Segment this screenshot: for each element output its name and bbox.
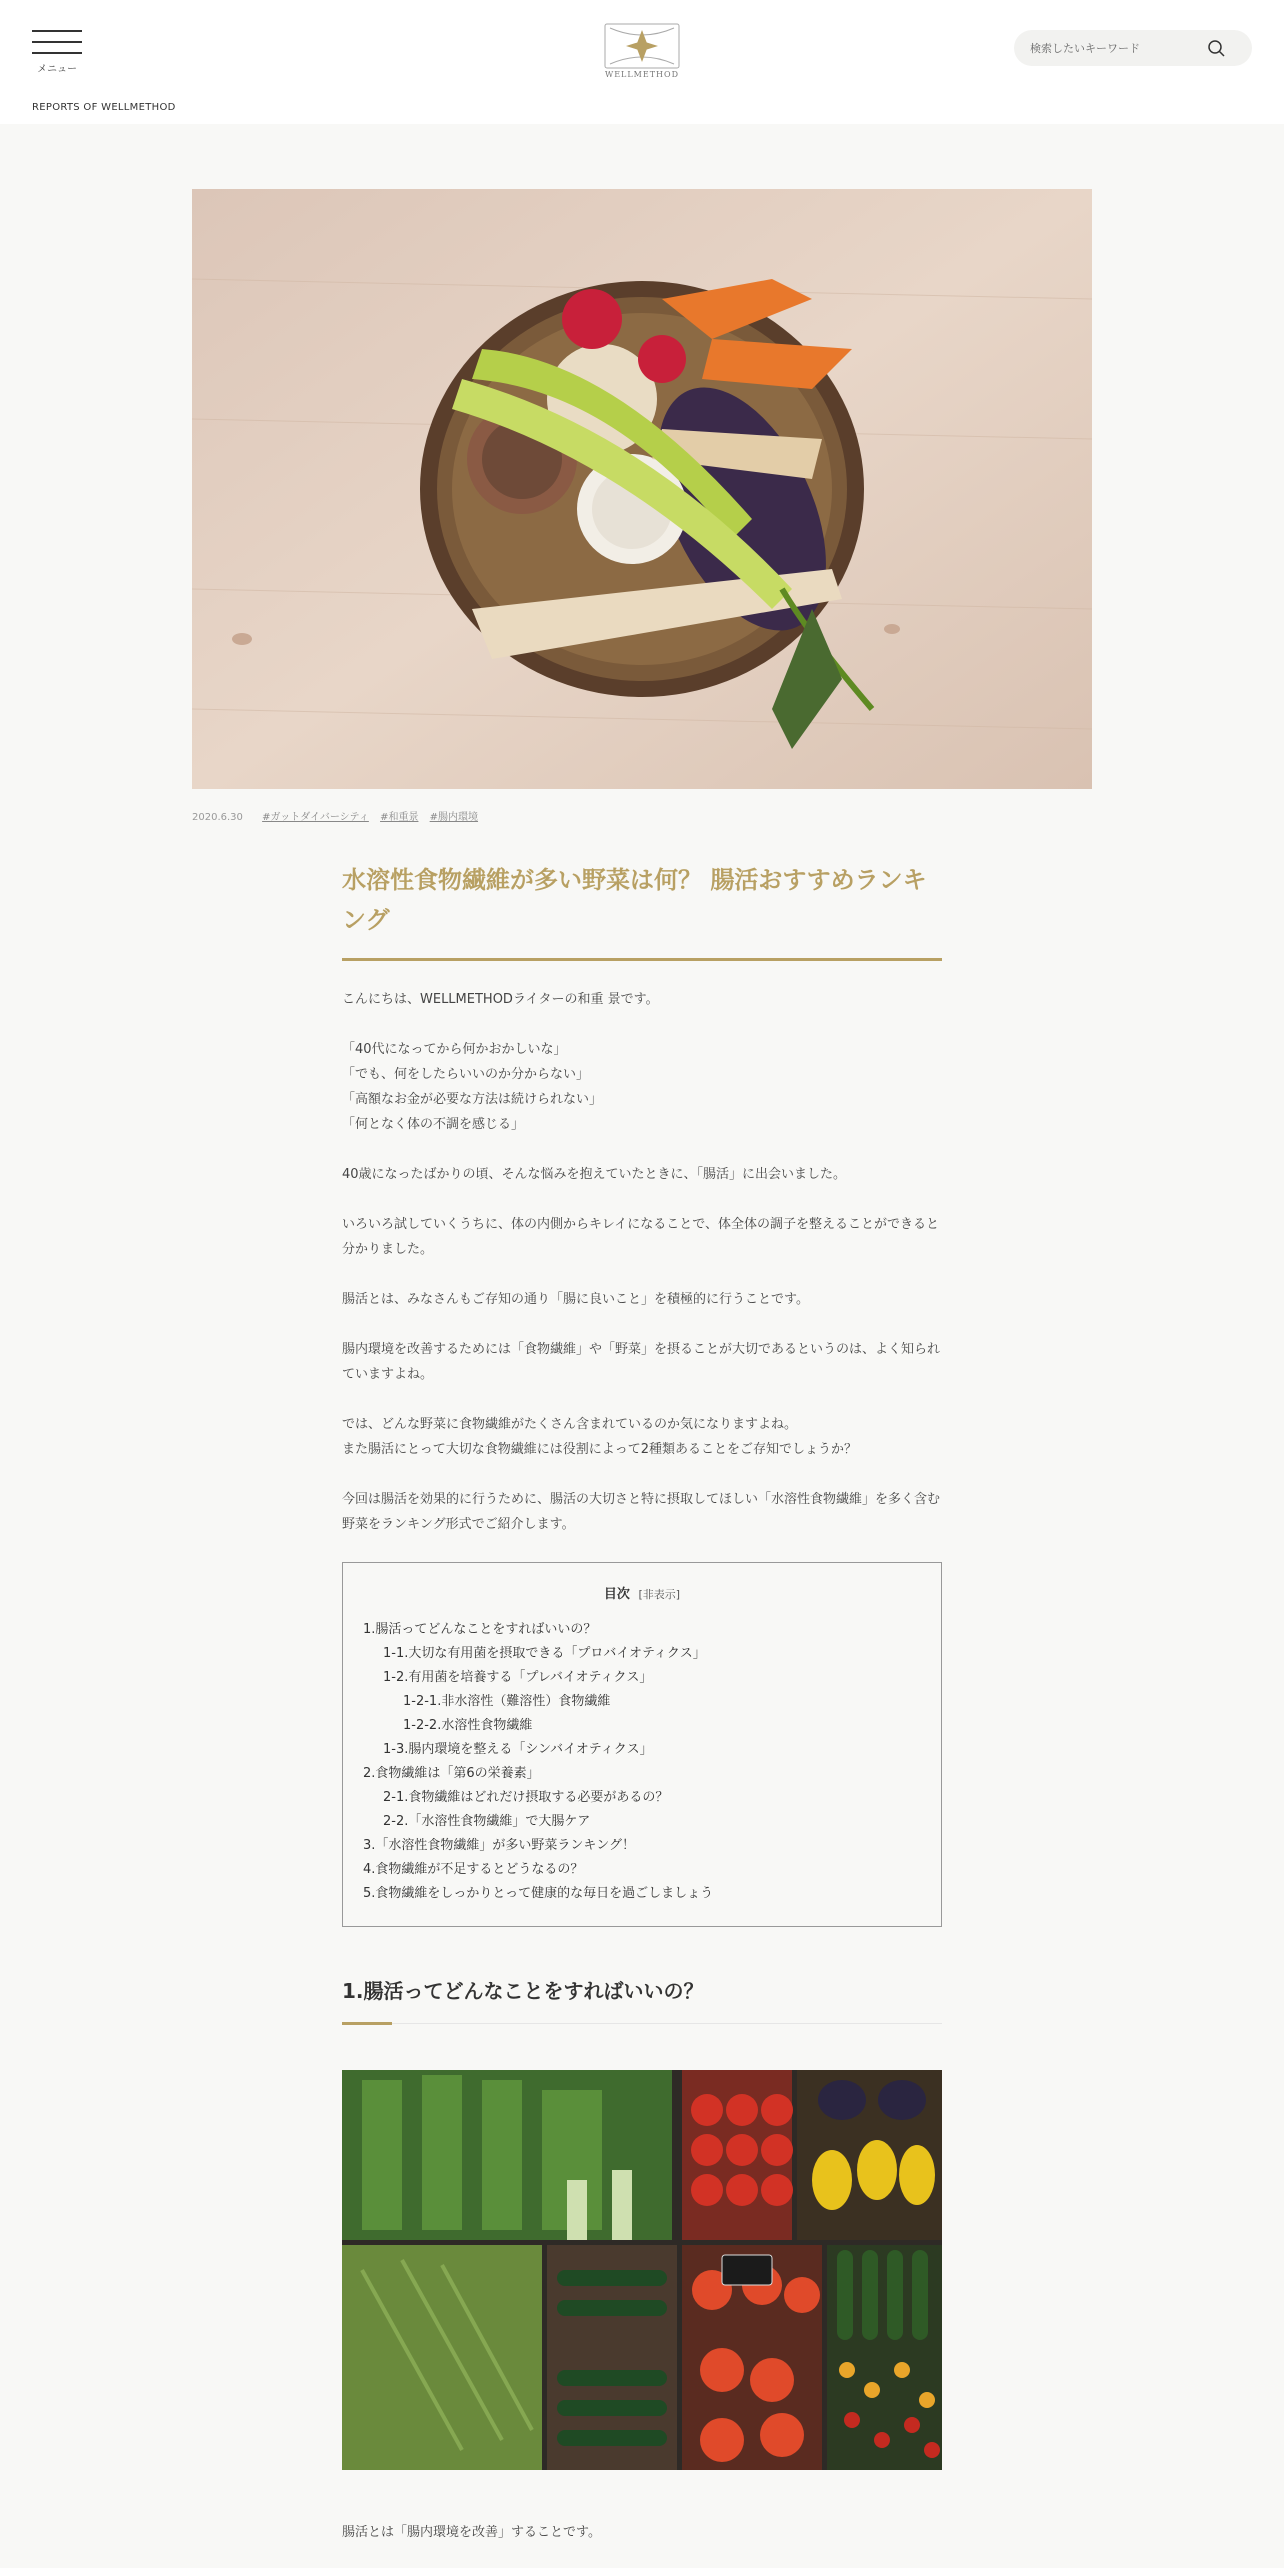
logo-icon <box>602 22 682 70</box>
toc-item[interactable]: 4.食物繊維が不足するとどうなるの？ <box>363 1862 584 1877</box>
text-line: 今回は腸活を効果的に行うために、腸活の大切さと特に摂取してほしい「水溶性食物繊維」を多く含む野菜をランキング形式でご紹介します。 <box>342 1492 941 1532</box>
text-line: いろいろ試していくうちに、体の内側からキレイになることで、体全体の調子を整えることができると分かりました。 <box>342 1217 939 1257</box>
paragraph <box>342 1212 942 1262</box>
toc-item[interactable]: 1-2-1.非水溶性（難溶性）食物繊維 <box>403 1694 611 1709</box>
paragraph <box>342 1287 942 1312</box>
hero-image <box>192 189 1092 789</box>
text-line: では、どんな野菜に食物繊維がたくさん含まれているのか気になりますよね。 <box>342 1417 798 1432</box>
paragraph <box>342 2520 942 2545</box>
article-meta <box>192 808 486 823</box>
text-line: 「何となく体の不調を感じる」 <box>342 1117 525 1132</box>
paragraph <box>342 1037 942 1137</box>
text-line: 「40代になってから何かおかしいな」 <box>342 1042 567 1057</box>
hamburger-icon-bar <box>32 52 82 54</box>
text-line: 腸活とは「腸内環境を改善」することです。 <box>342 2525 601 2540</box>
paragraph <box>342 987 942 1012</box>
hamburger-icon-bar <box>32 41 82 43</box>
tag-link[interactable]: #ガットダイバーシティ <box>262 812 369 823</box>
text-line: また腸活にとって大切な食物繊維には役割によって2種類あることをご存知でしょうか？ <box>342 1442 858 1457</box>
vegetable-basket-image <box>192 189 1092 789</box>
text-line: 「でも、何をしたらいいのか分からない」 <box>342 1067 590 1082</box>
article-body <box>342 860 942 2568</box>
logo-text: WELLMETHOD <box>604 70 679 79</box>
toc-header <box>363 1583 921 1602</box>
site-header <box>0 0 1284 124</box>
paragraph <box>342 1487 942 1537</box>
toc-item[interactable]: 1.腸活ってどんなことをすればいいの？ <box>363 1622 597 1637</box>
menu-label: メニュー <box>37 64 77 75</box>
paragraph <box>342 1412 942 1462</box>
paragraph <box>342 1337 942 1387</box>
section-heading: 1.腸活ってどんなことをすればいいの？ <box>342 1975 942 2024</box>
article-title: 水溶性食物繊維が多い野菜は何？ 腸活おすすめランキング <box>342 860 942 961</box>
menu-button[interactable] <box>32 30 82 75</box>
hamburger-icon-bar <box>32 30 82 32</box>
site-logo[interactable] <box>602 22 682 82</box>
text-line: 腸内環境を改善するためには「食物繊維」や「野菜」を摂ることが大切であるというのは、よく知られていますよね。 <box>342 1342 941 1382</box>
toc-title: 目次 <box>603 1587 630 1602</box>
toc-toggle[interactable]: [非表示] <box>638 1588 681 1601</box>
search-box <box>1014 30 1252 66</box>
text-line: 「高額なお金が必要な方法は続けられない」 <box>342 1092 603 1107</box>
toc-item[interactable]: 3.「水溶性食物繊維」が多い野菜ランキング！ <box>363 1838 636 1853</box>
tag-link[interactable]: #和重景 <box>380 812 419 823</box>
vegetable-market-image <box>342 2070 942 2470</box>
toc-item[interactable]: 2-1.食物繊維はどれだけ摂取する必要があるの？ <box>383 1790 669 1805</box>
text-line: こんにちは、WELLMETHODライターの和重 景です。 <box>342 992 659 1007</box>
toc-item[interactable]: 1-2.有用菌を培養する「プレバイオティクス」 <box>383 1670 653 1685</box>
tag-link[interactable]: #腸内環境 <box>429 812 479 823</box>
toc-item[interactable]: 5.食物繊維をしっかりとって健康的な毎日を過ごしましょう <box>363 1886 714 1901</box>
toc-item[interactable]: 2-2.「水溶性食物繊維」で大腸ケア <box>383 1814 591 1829</box>
section-label: REPORTS OF WELLMETHOD <box>32 102 176 113</box>
search-input[interactable] <box>1030 30 1210 66</box>
toc-item[interactable]: 1-2-2.水溶性食物繊維 <box>403 1718 533 1733</box>
toc-item[interactable]: 1-3.腸内環境を整える「シンバイオティクス」 <box>383 1742 653 1757</box>
market-image <box>342 2070 942 2470</box>
search-icon[interactable] <box>1206 38 1226 58</box>
text-line: 腸活とは、みなさんもご存知の通り「腸に良いこと」を積極的に行うことです。 <box>342 1292 809 1307</box>
table-of-contents <box>342 1562 942 1927</box>
post-date: 2020.6.30 <box>192 812 243 823</box>
toc-item[interactable]: 2.食物繊維は「第6の栄養素」 <box>363 1766 540 1781</box>
toc-item[interactable]: 1-1.大切な有用菌を摂取できる「プロバイオティクス」 <box>383 1646 706 1661</box>
paragraph <box>342 1162 942 1187</box>
text-line: 40歳になったばかりの頃、そんな悩みを抱えていたときに、「腸活」に出会いました。 <box>342 1167 847 1182</box>
